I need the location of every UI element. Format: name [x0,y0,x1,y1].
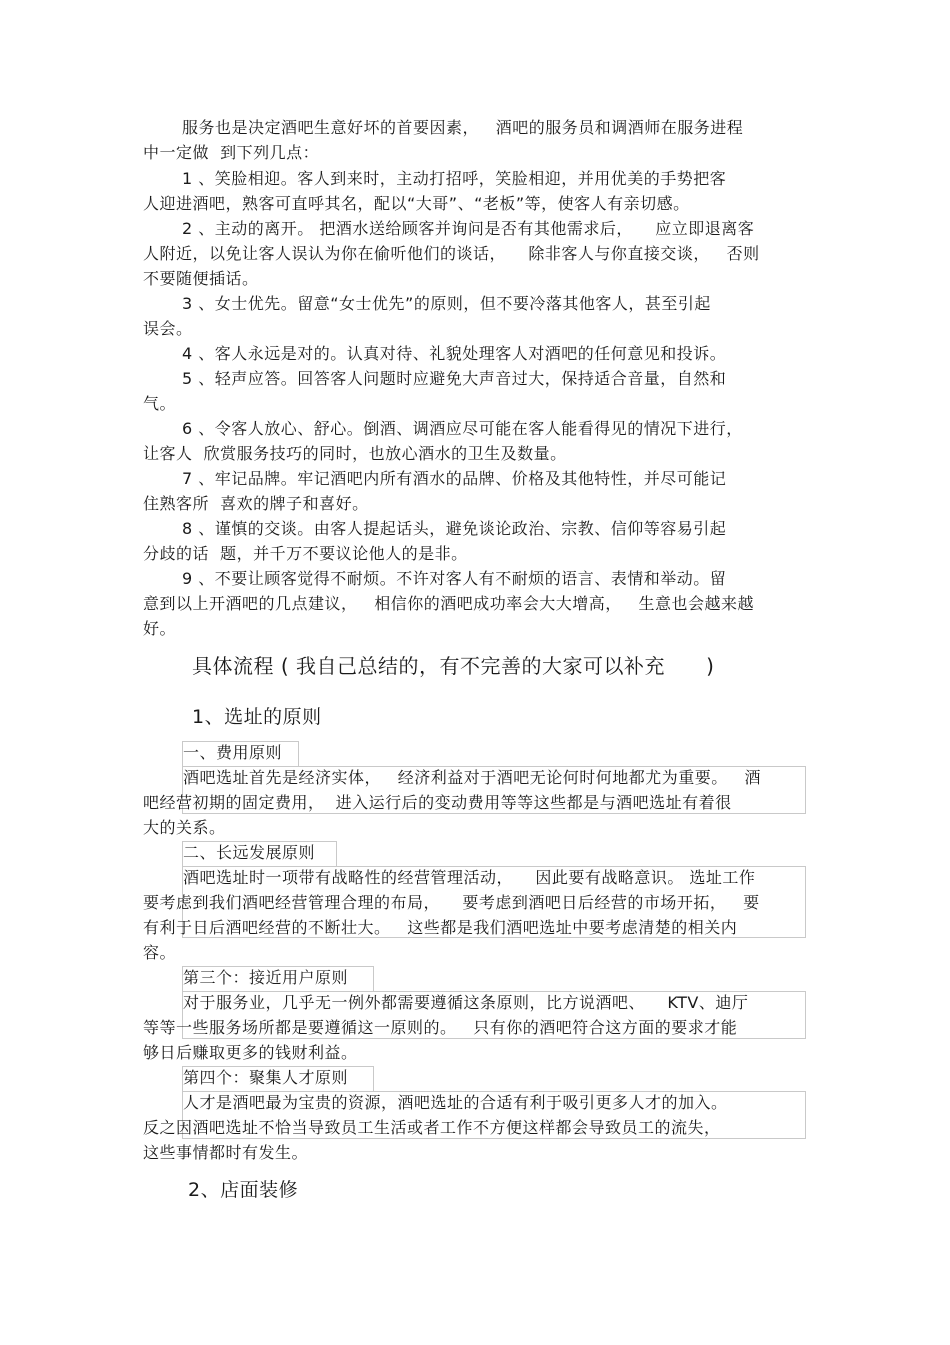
longterm-principle-title: 二、长远发展原则 [183,843,316,862]
intro-line: 服务也是决定酒吧生意好坏的首要因素， 酒吧的服务员和调酒师在服务进程 [182,118,744,137]
site-selection-heading: 1、选址的原则 [192,706,322,728]
cost-body-line: 酒吧选址首先是经济实体， 经济利益对于酒吧无论何时何地都尤为重要。 酒 [183,768,762,787]
cost-body-line: 大的关系。 [143,818,226,837]
rule-5-line: 5 、轻声应答。回答客人问题时应避免大声音过大，保持适合音量，自然和 [182,369,727,388]
rule-9-line: 好。 [143,619,177,638]
users-body-line: 够日后赚取更多的钱财利益。 [143,1043,358,1062]
rule-9-line: 意到以上开酒吧的几点建议， 相信你的酒吧成功率会大大增高， 生意也会越来越 [143,594,755,613]
users-body-line: 等等一些服务场所都是要遵循这一原则的。 只有你的酒吧符合这方面的要求才能 [143,1018,738,1037]
rule-2-line: 人附近，以免让客人误认为你在偷听他们的谈话， 除非客人与你直接交谈， 否则 [143,244,760,263]
storefront-decoration-heading: 2、店面装修 [188,1179,299,1201]
talent-body-line: 这些事情都时有发生。 [143,1143,309,1162]
rule-1-line: 1 、笑脸相迎。客人到来时，主动打招呼，笑脸相迎，并用优美的手势把客 [182,169,727,188]
talent-body-line: 人才是酒吧最为宝贵的资源，酒吧选址的合适有利于吸引更多人才的加入。 [183,1093,728,1112]
rule-4-line: 4 、客人永远是对的。认真对待、礼貌处理客人对酒吧的任何意见和投诉。 [182,344,727,363]
talent-principle-title: 第四个：聚集人才原则 [183,1068,349,1087]
rule-3-line: 误会。 [143,319,193,338]
rule-2-line: 不要随便插话。 [143,269,259,288]
users-body-line: 对于服务业，几乎无一例外都需要遵循这条原则，比方说酒吧、 KTV、迪厅 [183,993,749,1012]
rule-7-line: 住熟客所 喜欢的牌子和喜好。 [143,494,369,513]
intro-line: 中一定做 到下列几点： [143,143,320,162]
rule-8-line: 分歧的话 题，并千万不要议论他人的是非。 [143,544,468,563]
rule-1-line: 人迎进酒吧，熟客可直呼其名，配以“大哥”、“老板”等，使客人有亲切感。 [143,194,690,213]
rule-7-line: 7 、牢记品牌。牢记酒吧内所有酒水的品牌、价格及其他特性，并尽可能记 [182,469,727,488]
longterm-body-line: 要考虑到我们酒吧经营管理合理的布局， 要考虑到酒吧日后经营的市场开拓， 要 [143,893,760,912]
longterm-body-line: 容。 [143,943,177,962]
users-principle-title: 第三个：接近用户原则 [183,968,349,987]
rule-5-line: 气。 [143,394,177,413]
rule-2-line: 2 、主动的离开。 把酒水送给顾客并询问是否有其他需求后， 应立即退离客 [182,219,755,238]
rule-9-line: 9 、不要让顾客觉得不耐烦。不许对客人有不耐烦的语言、表情和举动。留 [182,569,727,588]
process-heading: 具体流程 ( 我自己总结的，有不完善的大家可以补充 ) [192,654,715,678]
rule-6-line: 让客人 欣赏服务技巧的同时，也放心酒水的卫生及数量。 [143,444,567,463]
cost-body-line: 吧经营初期的固定费用， 进入运行后的变动费用等等这些都是与酒吧选址有着很 [143,793,732,812]
rule-6-line: 6 、令客人放心、舒心。倒酒、调酒应尽可能在客人能看得见的情况下进行， [182,419,743,438]
cost-principle-title: 一、费用原则 [183,743,283,762]
talent-body-line: 反之因酒吧选址不恰当导致员工生活或者工作不方便这样都会导致员工的流失， [143,1118,721,1137]
longterm-body-line: 酒吧选址时一项带有战略性的经营管理活动， 因此要有战略意识。 选址工作 [183,868,756,887]
longterm-body-line: 有利于日后酒吧经营的不断壮大。 这些都是我们酒吧选址中要考虑清楚的相关内 [143,918,738,937]
rule-3-line: 3 、女士优先。留意“女士优先”的原则，但不要冷落其他客人，甚至引起 [182,294,711,313]
rule-8-line: 8 、谨慎的交谈。由客人提起话头，避免谈论政治、宗教、信仰等容易引起 [182,519,727,538]
